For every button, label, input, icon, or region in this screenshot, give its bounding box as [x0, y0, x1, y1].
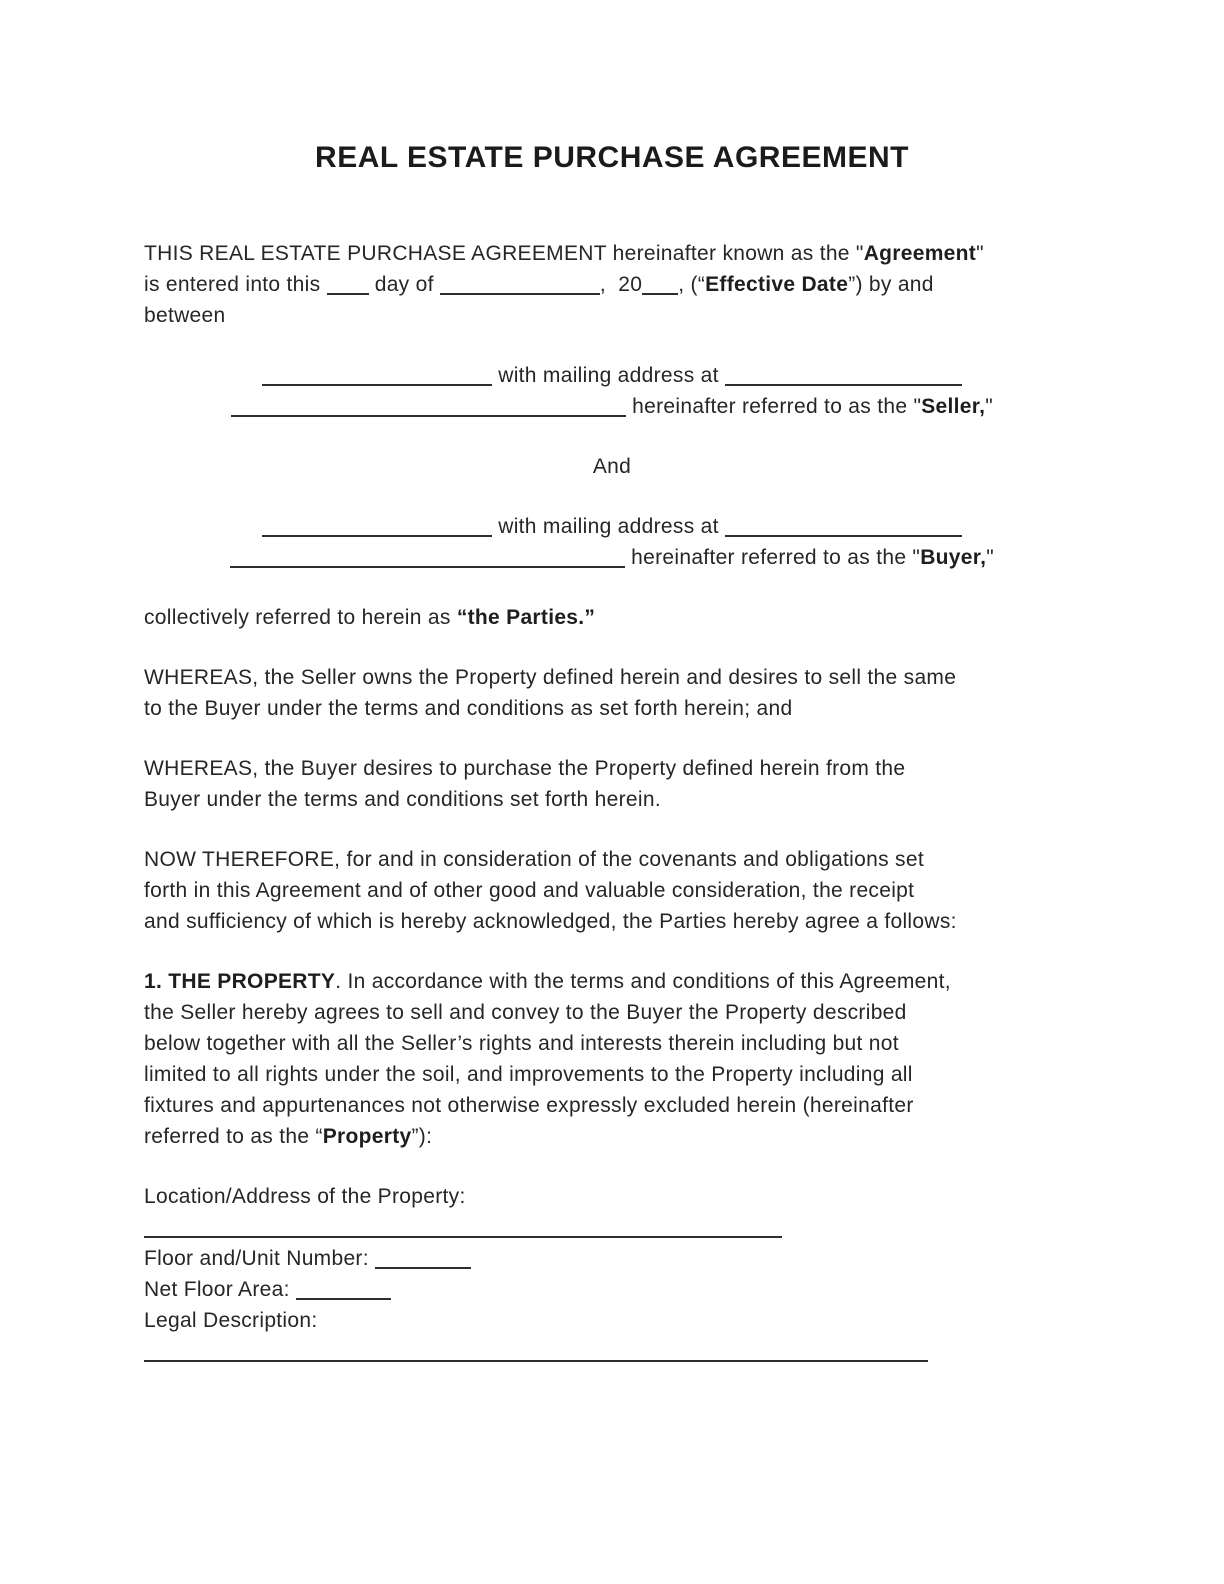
blank-fill-line: [231, 397, 626, 417]
text-run: THIS REAL ESTATE PURCHASE AGREEMENT hereinafter known as the ": [144, 242, 864, 265]
now-therefore-clause: [144, 844, 1080, 937]
section-1-the-property-line: [144, 1028, 1080, 1059]
text-run: below together with all the Seller’s rights and interests therein including but not: [144, 1032, 899, 1055]
text-run: ”):: [411, 1125, 433, 1148]
parties-clause: [144, 602, 1080, 633]
text-run: ": [986, 546, 994, 569]
blank-fill-line: [296, 1280, 391, 1300]
property-details-line: [144, 1336, 1080, 1367]
text-run: , (“: [678, 273, 706, 296]
whereas-seller-clause-line: [144, 693, 1080, 724]
text-run: ”) by and: [848, 273, 934, 296]
text-run: . In accordance with the terms and conditions of this Agreement,: [335, 970, 951, 993]
bold-text-run: Buyer,: [920, 546, 987, 569]
blank-fill-line: [262, 517, 492, 537]
text-run: hereinafter referred to as the ": [625, 546, 921, 569]
whereas-buyer-clause: [144, 753, 1080, 815]
intro-paragraph-line: [144, 269, 1080, 300]
seller-clause: [144, 360, 1080, 422]
bold-text-run: 1. THE PROPERTY: [144, 970, 336, 993]
bold-text-run: Agreement: [863, 242, 977, 265]
whereas-buyer-clause-line: [144, 753, 1080, 784]
text-run: , 20: [599, 273, 643, 296]
whereas-seller-clause-line: [144, 662, 1080, 693]
property-details-line: [144, 1243, 1080, 1274]
text-run: Legal Description:: [144, 1309, 318, 1332]
text-run: Location/Address of the Property:: [144, 1185, 466, 1208]
blank-fill-line: [725, 517, 962, 537]
blank-fill-line: [262, 366, 492, 386]
blank-fill-line: [642, 275, 678, 295]
blank-fill-line: [327, 275, 369, 295]
text-run: And: [592, 455, 632, 478]
text-run: forth in this Agreement and of other good and valuable consideration, the receipt: [144, 879, 915, 902]
buyer-clause-line: [144, 511, 1080, 542]
text-run: fixtures and appurtenances not otherwise expressly excluded herein (hereinafter: [144, 1094, 914, 1117]
text-run: collectively referred to herein as: [144, 606, 457, 629]
text-run: and sufficiency of which is hereby acknowledged, the Parties hereby agree a follows:: [144, 910, 957, 933]
text-run: between: [144, 304, 226, 327]
blank-fill-line: [144, 1218, 782, 1238]
section-1-the-property-line: [144, 1059, 1080, 1090]
bold-text-run: Effective Date: [705, 273, 849, 296]
bold-text-run: Seller,: [921, 395, 986, 418]
blank-fill-line: [230, 548, 625, 568]
parties-clause-line: [144, 602, 1080, 633]
text-run: ": [976, 242, 984, 265]
text-run: WHEREAS, the Buyer desires to purchase the Property defined herein from the: [144, 757, 906, 780]
text-run: Net Floor Area:: [144, 1278, 296, 1301]
property-details-line: [144, 1305, 1080, 1336]
text-run: hereinafter referred to as the ": [626, 395, 922, 418]
now-therefore-clause-line: [144, 906, 1080, 937]
blank-fill-line: [144, 1342, 928, 1362]
section-1-the-property-line: [144, 966, 1080, 997]
buyer-clause: [144, 511, 1080, 573]
text-run: NOW THEREFORE, for and in consideration of the covenants and obligations set: [144, 848, 924, 871]
blank-fill-line: [440, 275, 600, 295]
text-run: is entered into this: [144, 273, 327, 296]
blank-fill-line: [725, 366, 962, 386]
and-separator: [144, 451, 1080, 482]
bold-text-run: “the Parties.”: [456, 606, 596, 629]
text-run: with mailing address at: [492, 364, 725, 387]
property-details-line: [144, 1274, 1080, 1305]
property-details-line: [144, 1212, 1080, 1243]
text-run: referred to as the “: [144, 1125, 323, 1148]
now-therefore-clause-line: [144, 844, 1080, 875]
whereas-buyer-clause-line: [144, 784, 1080, 815]
text-run: WHEREAS, the Seller owns the Property defined herein and desires to sell the same: [144, 666, 957, 689]
now-therefore-clause-line: [144, 875, 1080, 906]
intro-paragraph-line: [144, 238, 1080, 269]
text-run: with mailing address at: [492, 515, 725, 538]
document-title: REAL ESTATE PURCHASE AGREEMENT: [315, 141, 909, 174]
section-1-the-property: [144, 966, 1080, 1152]
text-run: Buyer under the terms and conditions set forth herein.: [144, 788, 661, 811]
seller-clause-line: [144, 391, 1080, 422]
text-run: Floor and/Unit Number:: [144, 1247, 375, 1270]
buyer-clause-line: [144, 542, 1080, 573]
blank-fill-line: [375, 1249, 471, 1269]
text-run: the Seller hereby agrees to sell and convey to the Buyer the Property described: [144, 1001, 907, 1024]
section-1-the-property-line: [144, 1090, 1080, 1121]
section-1-the-property-line: [144, 997, 1080, 1028]
text-run: limited to all rights under the soil, and improvements to the Property including all: [144, 1063, 913, 1086]
intro-paragraph: [144, 238, 1080, 331]
document-body: [144, 238, 1080, 1367]
text-run: ": [985, 395, 993, 418]
bold-text-run: Property: [322, 1125, 412, 1148]
property-details: [144, 1181, 1080, 1367]
text-run: day of: [368, 273, 440, 296]
whereas-seller-clause: [144, 662, 1080, 724]
section-1-the-property-line: [144, 1121, 1080, 1152]
and-separator-line: [144, 451, 1080, 482]
property-details-line: [144, 1181, 1080, 1212]
seller-clause-line: [144, 360, 1080, 391]
intro-paragraph-line: [144, 300, 1080, 331]
text-run: to the Buyer under the terms and conditions as set forth herein; and: [144, 697, 793, 720]
